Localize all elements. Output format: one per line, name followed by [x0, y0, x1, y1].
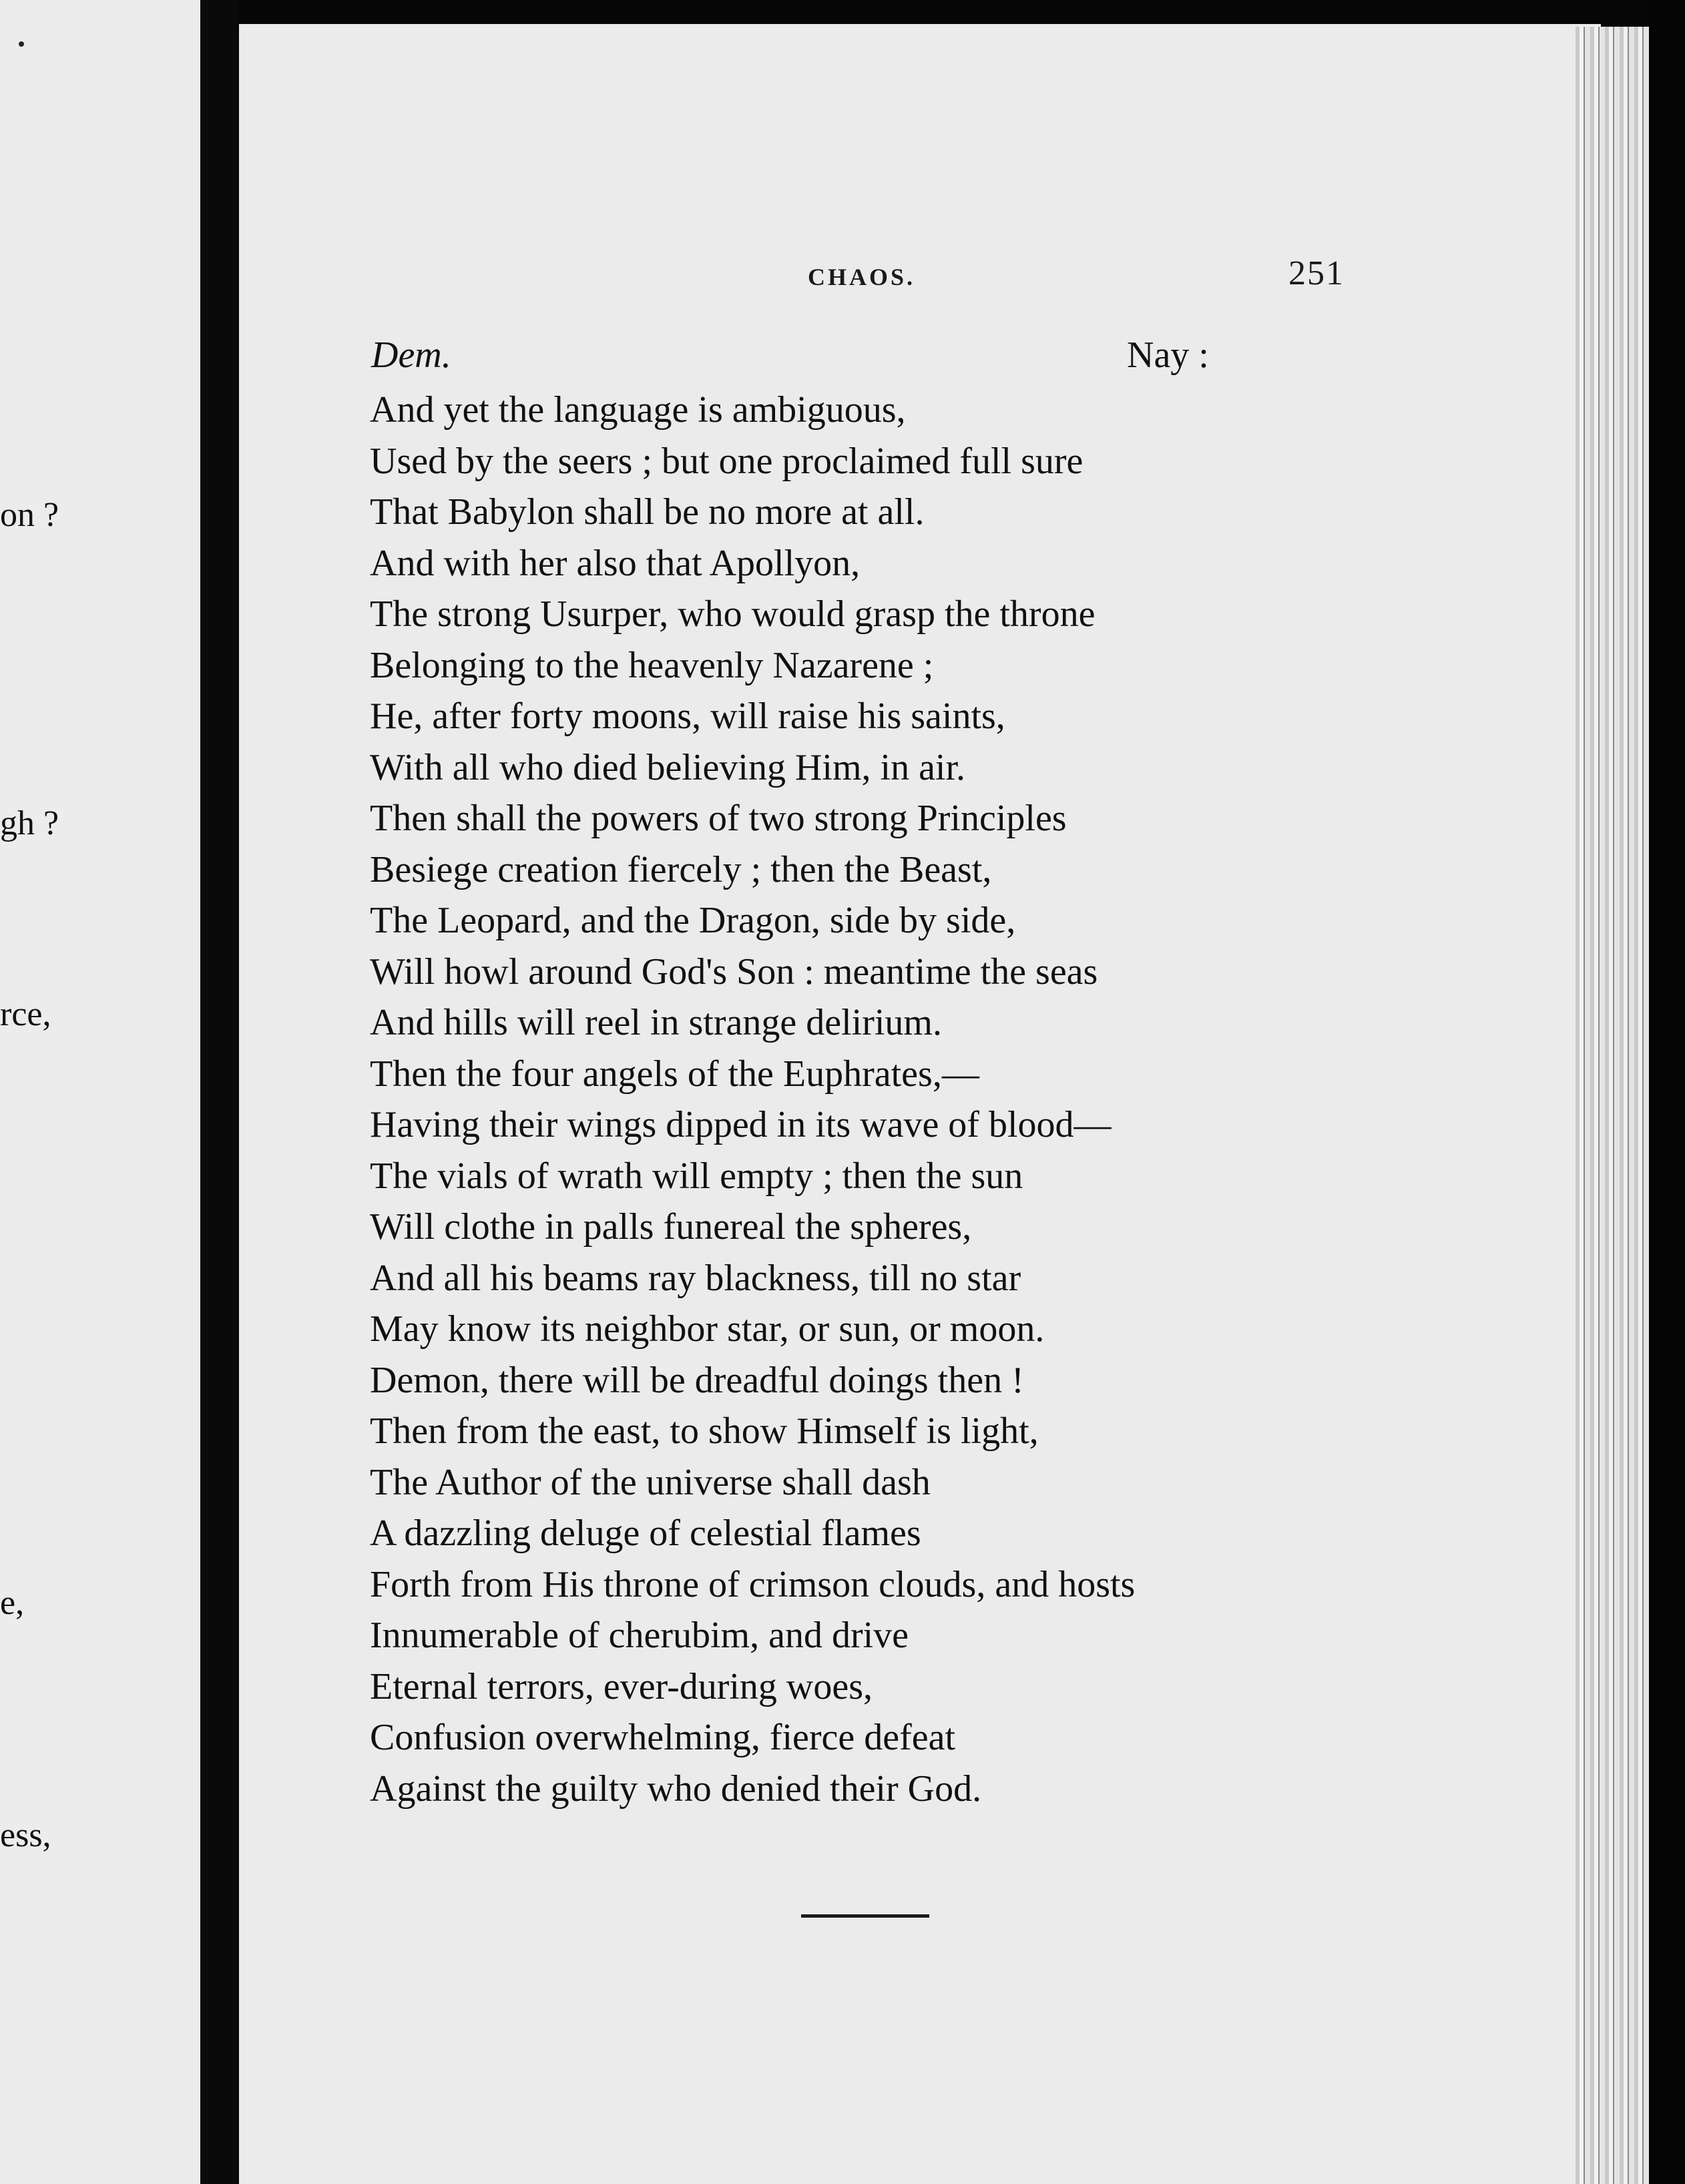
section-rule	[801, 1914, 929, 1918]
book-gutter	[200, 0, 239, 2184]
verse-line: Forth from His throne of crimson clouds, and hosts	[370, 1563, 1136, 1605]
left-fragment: gh ?	[0, 804, 59, 842]
ink-speck	[19, 41, 24, 47]
verse-line: Innumerable of cherubim, and drive	[370, 1615, 909, 1656]
verse-line: Besiege creation fiercely ; then the Beast,	[370, 848, 992, 890]
verse-line: Will howl around God's Son : meantime the seas	[370, 950, 1098, 993]
verse-line: He, after forty moons, will raise his saints,	[370, 696, 1005, 737]
verse-line: That Babylon shall be no more at all.	[370, 491, 925, 533]
verse-line: Then the four angels of the Euphrates,—	[370, 1053, 979, 1095]
verse-line: Then from the east, to show Himself is light,	[370, 1410, 1039, 1452]
verse-line: The vials of wrath will empty ; then the sun	[370, 1155, 1023, 1197]
verse-line: The strong Usurper, who would grasp the throne	[370, 593, 1096, 635]
page-number: 251	[1288, 254, 1345, 292]
running-title: CHAOS.	[808, 264, 916, 290]
verse-line: May know its neighbor star, or sun, or moon.	[370, 1308, 1045, 1350]
verse-line: Having their wings dipped in its wave of blood—	[370, 1104, 1112, 1145]
page-edges	[1576, 27, 1649, 2184]
verse-line: Confusion overwhelming, fierce defeat	[370, 1717, 956, 1758]
verse-line: The Leopard, and the Dragon, side by side,	[370, 900, 1016, 941]
verse-line: And yet the language is ambiguous,	[370, 389, 906, 431]
scan-border	[1649, 0, 1685, 2184]
speaker-reply: Nay :	[1127, 334, 1209, 376]
verse-block	[370, 384, 1135, 1814]
verse-line: Against the guilty who denied their God.	[370, 1767, 982, 1810]
verse-line: Then shall the powers of two strong Principles	[370, 798, 1067, 839]
verse-line: Eternal terrors, ever-during woes,	[370, 1665, 873, 1707]
verse-line: With all who died believing Him, in air.	[370, 746, 966, 788]
verse-line: And with her also that Apollyon,	[370, 542, 861, 584]
verse-line: The Author of the universe shall dash	[370, 1461, 931, 1503]
verse-line: Demon, there will be dreadful doings then !	[370, 1359, 1024, 1401]
left-fragment: on ?	[0, 496, 59, 534]
verse-line: And all his beams ray blackness, till no star	[370, 1257, 1021, 1299]
left-facing-page	[0, 0, 200, 2184]
left-fragment: rce,	[0, 995, 51, 1033]
speaker-name: Dem.	[371, 334, 451, 376]
verse-line: And hills will reel in strange delirium.	[370, 1002, 942, 1043]
verse-line: Belonging to the heavenly Nazarene ;	[370, 644, 934, 686]
verse-line: Will clothe in palls funereal the spheres,	[370, 1206, 972, 1248]
verse-line: Used by the seers ; but one proclaimed full sure	[370, 440, 1084, 482]
left-fragment: e,	[0, 1584, 25, 1622]
verse-line: A dazzling deluge of celestial flames	[370, 1513, 921, 1554]
left-fragment: ess,	[0, 1816, 51, 1854]
